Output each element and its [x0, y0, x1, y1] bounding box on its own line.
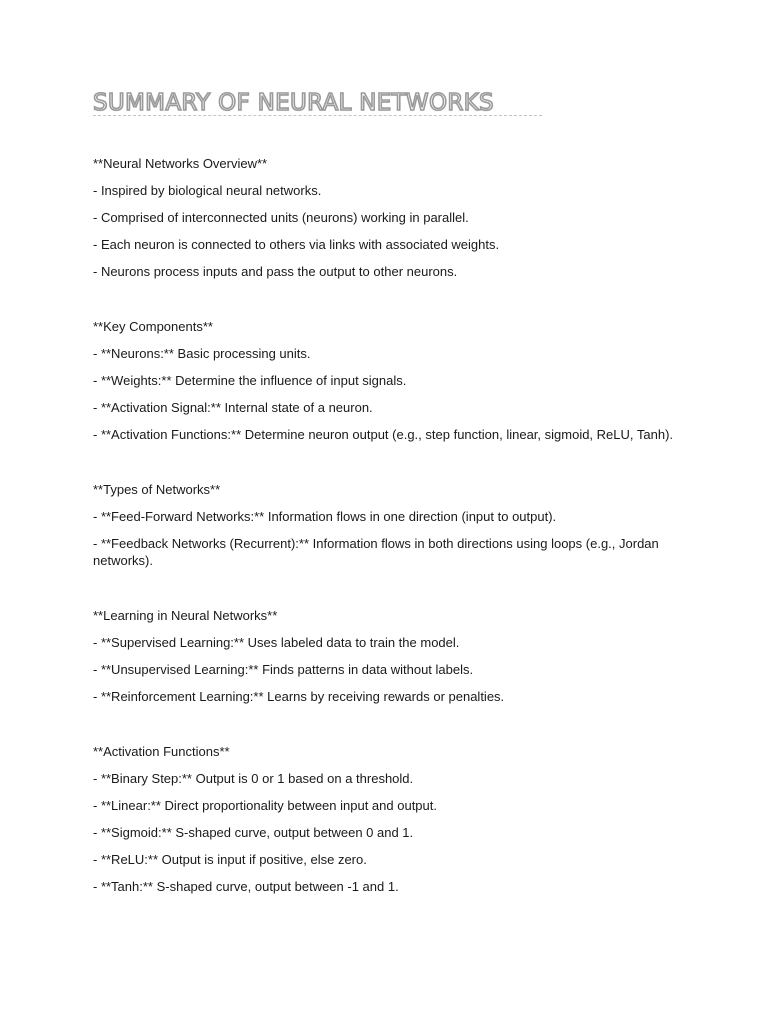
bullet-item: - **Neurons:** Basic processing units.	[93, 346, 311, 361]
bullet-item: - **ReLU:** Output is input if positive, else zero.	[93, 852, 367, 867]
title-underline	[93, 115, 542, 116]
bullet-item: - **Feedback Networks (Recurrent):** Information flows in both directions using loops (e.g., Jordan networks).	[93, 536, 659, 568]
section-heading: **Types of Networks**	[93, 482, 221, 497]
bullet-item: - Each neuron is connected to others via links with associated weights.	[93, 237, 500, 252]
bullet-item: - **Weights:** Determine the influence of input signals.	[93, 373, 407, 388]
bullet-item: - **Reinforcement Learning:** Learns by receiving rewards or penalties.	[93, 689, 505, 704]
section-neural-networks-overview	[93, 155, 683, 280]
bullet-item: - Inspired by biological neural networks.	[93, 183, 322, 198]
section-heading: **Key Components**	[93, 319, 213, 334]
bullet-item: - **Tanh:** S-shaped curve, output between -1 and 1.	[93, 879, 399, 894]
document-title: SUMMARY OF NEURAL NETWORKS	[93, 90, 494, 116]
section-types-of-networks	[93, 481, 683, 569]
bullet-item: - **Unsupervised Learning:** Finds patterns in data without labels.	[93, 662, 474, 677]
bullet-item: - Neurons process inputs and pass the output to other neurons.	[93, 264, 458, 279]
section-activation-functions	[93, 743, 683, 895]
document-body	[93, 155, 683, 895]
bullet-item: - **Sigmoid:** S-shaped curve, output between 0 and 1.	[93, 825, 414, 840]
section-heading: **Activation Functions**	[93, 744, 230, 759]
bullet-item: - **Feed-Forward Networks:** Information flows in one direction (input to output).	[93, 509, 557, 524]
section-heading: **Neural Networks Overview**	[93, 156, 268, 171]
bullet-item: - **Binary Step:** Output is 0 or 1 based on a threshold.	[93, 771, 414, 786]
bullet-item: - **Supervised Learning:** Uses labeled data to train the model.	[93, 635, 460, 650]
bullet-item: - Comprised of interconnected units (neurons) working in parallel.	[93, 210, 469, 225]
bullet-item: - **Activation Signal:** Internal state of a neuron.	[93, 400, 373, 415]
bullet-item: - **Activation Functions:** Determine neuron output (e.g., step function, linear, sigmoid, ReLU, Tanh).	[93, 427, 674, 442]
section-heading: **Learning in Neural Networks**	[93, 608, 278, 623]
section-key-components	[93, 318, 683, 443]
section-learning-in-neural-networks	[93, 607, 683, 705]
bullet-item: - **Linear:** Direct proportionality between input and output.	[93, 798, 437, 813]
